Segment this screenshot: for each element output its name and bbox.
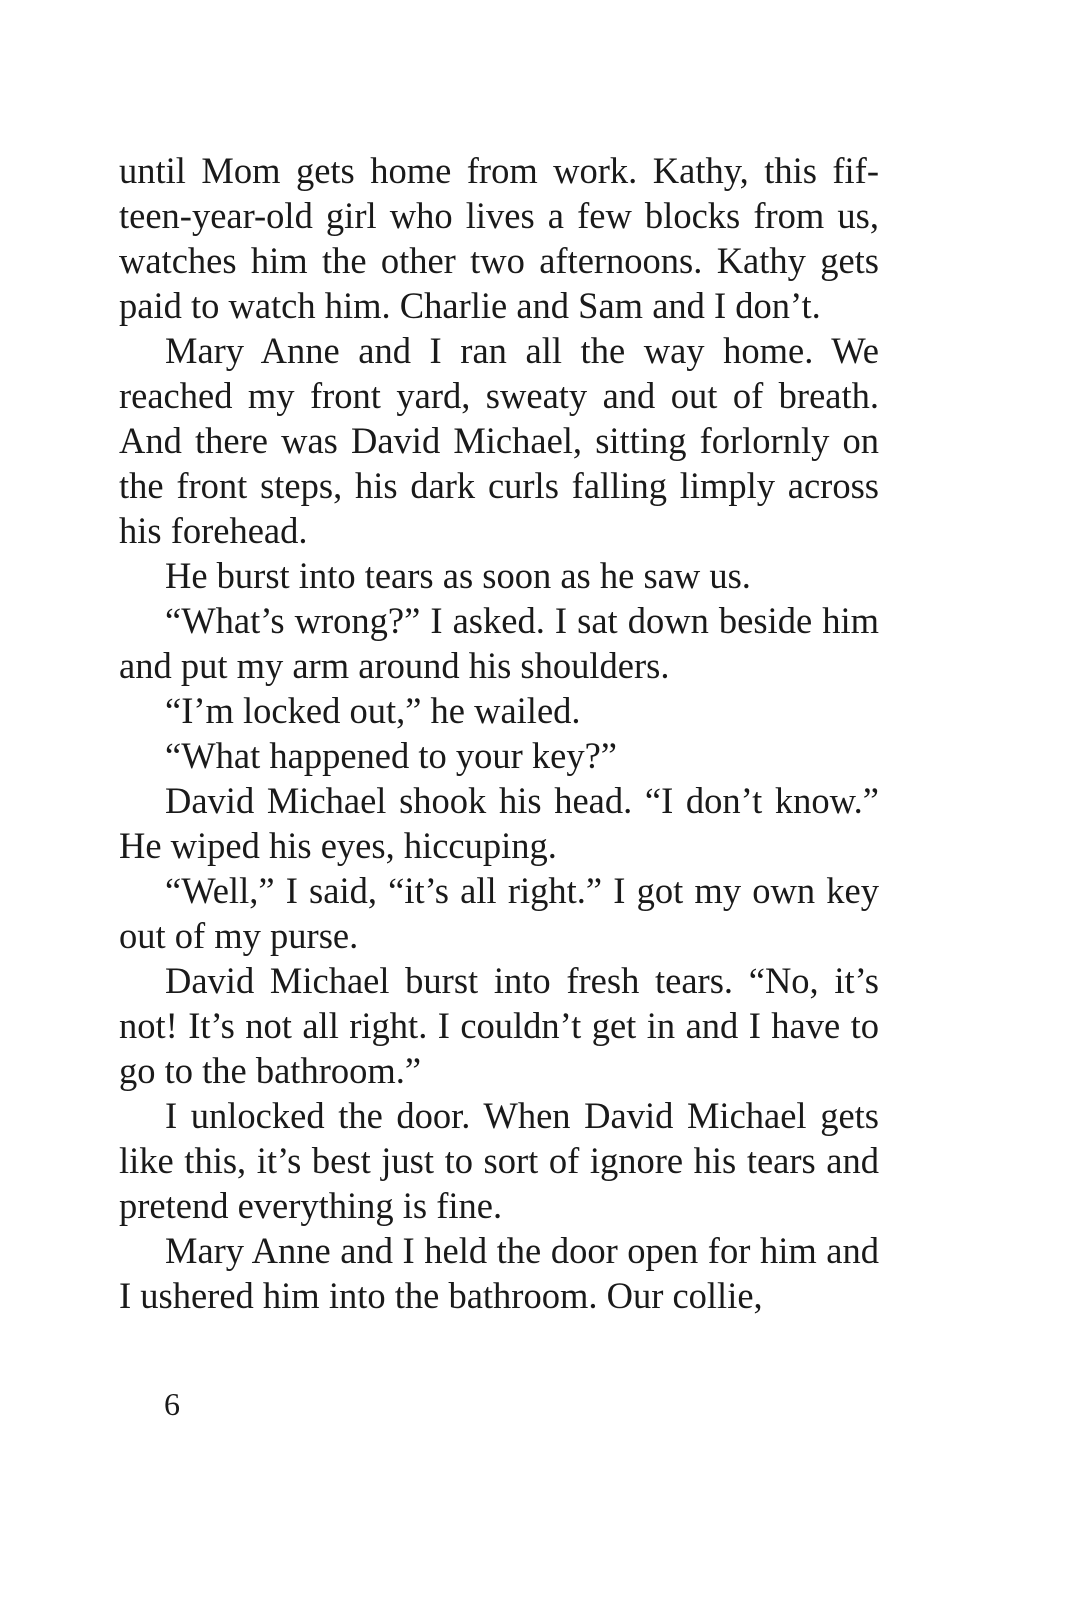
- paragraph-8: “Well,” I said, “it’s all right.” I got my own key out of my purse.: [119, 870, 879, 956]
- page-number: 6: [164, 1386, 180, 1422]
- body-text: [119, 148, 879, 1318]
- paragraph-9: David Michael burst into fresh tears. “No, it’s not! It’s not all right. I couldn’t get in and I have to go to the bathroom.”: [119, 960, 879, 1091]
- paragraph-10: I unlocked the door. When David Michael gets like this, it’s best just to sort of ignore his tears and pretend everything is fine.: [119, 1095, 879, 1226]
- paragraph-6: “What happened to your key?”: [165, 735, 617, 776]
- paragraph-4: “What’s wrong?” I asked. I sat down beside him and put my arm around his shoulders.: [119, 600, 879, 686]
- paragraph-5: “I’m locked out,” he wailed.: [165, 690, 581, 731]
- paragraph-3: He burst into tears as soon as he saw us.: [165, 555, 751, 596]
- paragraph-11: Mary Anne and I held the door open for him and I ushered him into the bathroom. Our collie,: [119, 1230, 879, 1316]
- paragraph-1: until Mom gets home from work. Kathy, this fifteen-year-old girl who lives a few blocks from us, watches him the other two afternoons. Kathy gets paid to watch him. Charlie and Sam and I don’t.: [119, 150, 879, 326]
- paragraph-2: Mary Anne and I ran all the way home. We reached my front yard, sweaty and out of breath. And there was David Michael, sitting forlornly on the front steps, his dark curls falling limply across his forehead.: [119, 330, 879, 551]
- paragraph-7: David Michael shook his head. “I don’t know.” He wiped his eyes, hiccuping.: [119, 780, 879, 866]
